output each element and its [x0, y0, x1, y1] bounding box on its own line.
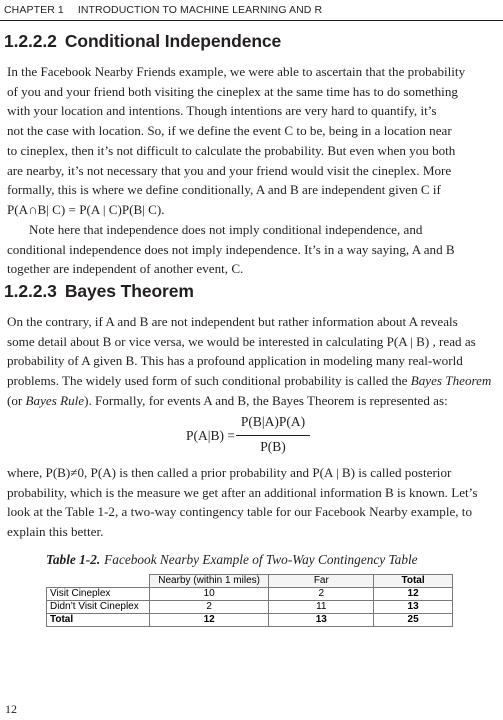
text-line: (or Bayes Rule). Formally, for events A and B, the Bayes Theorem is represented as: [7, 392, 448, 408]
table-caption [46, 552, 418, 568]
table-caption-label: Table 1-2. [46, 552, 101, 567]
header-rule [0, 20, 503, 21]
table-cell: 10 [149, 588, 269, 601]
text-line: where, P(B)≠0, P(A) is then called a prior probability and P(A | B) is called posterior [7, 465, 452, 480]
section-title: Bayes Theorem [64, 281, 194, 301]
emphasis-bayes-rule: Bayes Rule [25, 392, 85, 408]
paragraph-conditional-independence [7, 62, 487, 220]
section-heading-conditional-independence [4, 31, 281, 52]
table-reference-link[interactable]: 1-2 [97, 504, 115, 520]
text-line: of you and your friend both visiting the cineplex at the same time has to do something [7, 83, 458, 99]
chapter-label: CHAPTER 1 [4, 4, 64, 16]
text-line: On the contrary, if A and B are not independent but rather information about A reveals [7, 314, 458, 329]
text-line: together are independent of another event, C. [7, 261, 244, 277]
page-number: 12 [5, 702, 17, 716]
text-line: problems. The widely used form of such conditional probability is called the Bayes Theorem [7, 373, 492, 389]
table-cell: 13 [269, 614, 374, 627]
table-caption-text: Facebook Nearby Example of Two-Way Contingency Table [104, 552, 418, 567]
column-header-nearby: Nearby (within 1 miles) [149, 575, 269, 588]
table-header-row [47, 575, 453, 588]
formula-lhs: P(A|B) = [186, 428, 235, 443]
text-line: probability of A given B. This has a profound application in modeling many real-world [7, 353, 463, 369]
table-cell: 2 [149, 601, 269, 614]
contingency-table [46, 574, 453, 627]
table-cell: 12 [149, 614, 269, 627]
text-line: Note here that independence does not imply conditional independence, and [29, 222, 423, 237]
text-line: P(A∩B| C) = P(A | C)P(B| C). [7, 201, 165, 217]
text-line: explain this better. [7, 524, 104, 540]
section-heading-bayes-theorem [4, 281, 194, 302]
table-cell-total: 25 [374, 614, 453, 627]
column-header-total: Total [374, 575, 453, 588]
text-line: formally, this is where we define conditionally, A and B are independent given C if [7, 182, 441, 198]
column-header-far: Far [269, 575, 374, 588]
section-number: 1.2.2.2 [4, 31, 57, 51]
table-corner-cell [47, 575, 150, 588]
table-cell-total: 13 [374, 601, 453, 614]
formula-numerator: P(B|A)P(A) [240, 414, 306, 429]
text-line: to cineplex, then it’s not difficult to calculate the probability. But even when you both [7, 142, 456, 158]
text-line: not the case with location. So, if we define the event C to be, being in a location near [7, 123, 452, 139]
row-label: Didn’t Visit Cineplex [47, 601, 150, 614]
table-cell: 2 [269, 588, 374, 601]
chapter-title: INTRODUCTION TO MACHINE LEARNING AND R [77, 4, 323, 16]
text-line: are nearby, it’s not necessary that you and your friend would visit the cineplex. More [7, 162, 452, 178]
fraction-bar [236, 435, 310, 436]
text-line: look at the Table 1-2, a two-way contingency table for our Facebook Nearby example, to [7, 504, 472, 520]
text-line: some detail about B or vice versa, we would be interested in calculating P(A | B) , read as [7, 333, 476, 349]
text-line: probability, which is the measure we get after an additional information B is known. Let’s [7, 484, 478, 500]
paragraph-bayes-intro [7, 312, 492, 411]
text-line: with your location and intentions. Though intentions are very hard to quantify, it’s [7, 103, 437, 119]
row-label: Visit Cineplex [47, 588, 150, 601]
text-line: conditional independence does not imply independence. It’s in a way saying, A and B [7, 241, 455, 257]
formula-denominator: P(B) [260, 439, 286, 454]
bayes-formula [186, 414, 316, 460]
emphasis-bayes-theorem: Bayes Theorem [410, 373, 492, 389]
paragraph-independence-note [7, 220, 487, 279]
section-number: 1.2.2.3 [4, 281, 57, 301]
text-line: In the Facebook Nearby Friends example, we were able to ascertain that the probability [7, 64, 466, 79]
row-label: Total [47, 614, 150, 627]
paragraph-bayes-explanation [7, 463, 487, 542]
table-total-row [47, 614, 453, 627]
table-cell-total: 12 [374, 588, 453, 601]
table-cell: 11 [269, 601, 374, 614]
table-row [47, 601, 453, 614]
table-row [47, 588, 453, 601]
running-head [4, 4, 322, 16]
section-title: Conditional Independence [64, 31, 282, 51]
